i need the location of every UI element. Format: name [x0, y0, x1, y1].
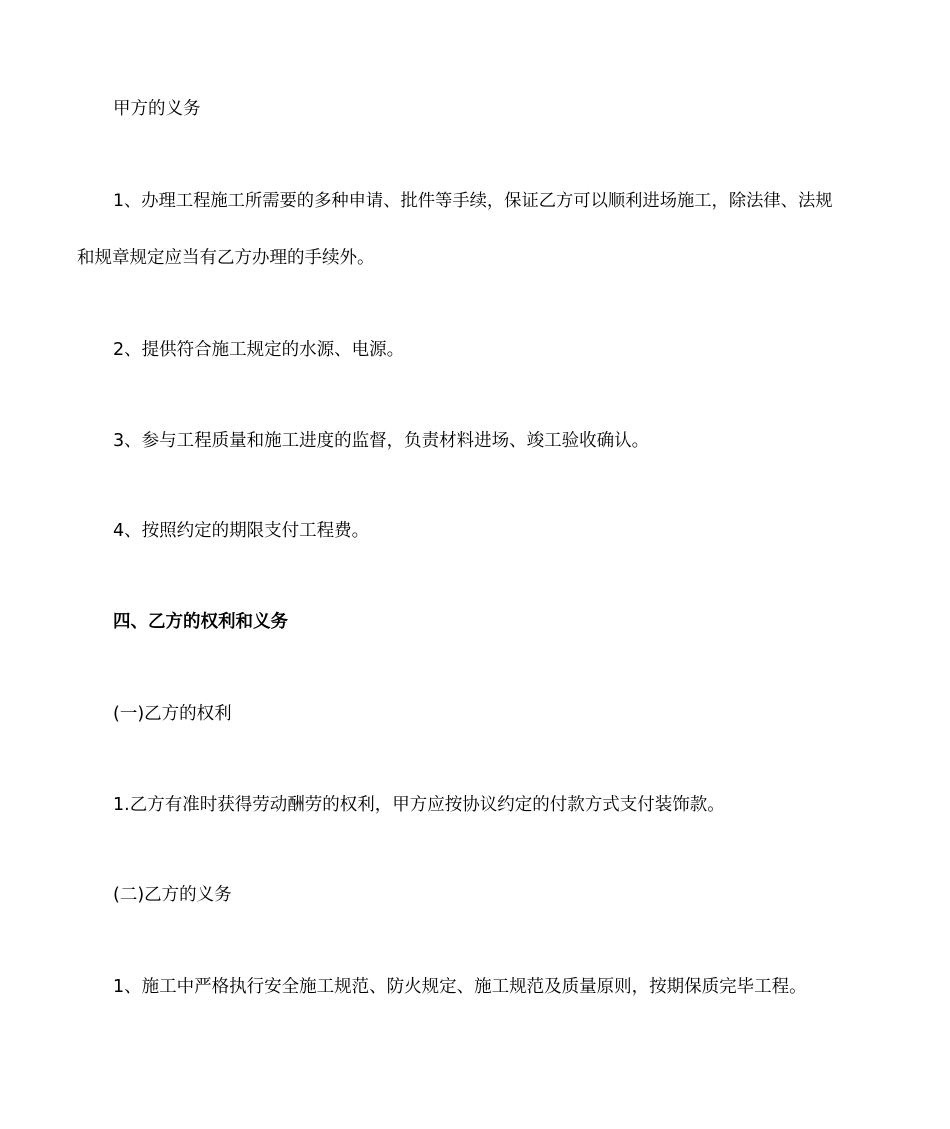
- heading-party-a-obligations: 甲方的义务: [113, 99, 201, 119]
- paragraph-item-4: 4、按照约定的期限支付工程费。: [113, 521, 370, 541]
- paragraph-item-1-line-2: 和规章规定应当有乙方办理的手续外。: [77, 248, 375, 268]
- paragraph-item-1-line-1: 1、办理工程施工所需要的多种申请、批件等手续，保证乙方可以顺利进场施工，除法律、法规: [113, 191, 833, 211]
- subheading-party-b-obligations: (二)乙方的义务: [113, 885, 232, 905]
- paragraph-rights-item-1: 1.乙方有准时获得劳动酬劳的权利，甲方应按协议约定的付款方式支付装饰款。: [113, 795, 725, 815]
- section-heading-party-b-rights-obligations: 四、乙方的权利和义务: [113, 612, 288, 632]
- paragraph-obligations-item-1: 1、施工中严格执行安全施工规范、防火规定、施工规范及质量原则，按期保质完毕工程。: [113, 977, 807, 997]
- subheading-party-b-rights: (一)乙方的权利: [113, 704, 232, 724]
- paragraph-item-2: 2、提供符合施工规定的水源、电源。: [113, 340, 405, 360]
- paragraph-item-3: 3、参与工程质量和施工进度的监督，负责材料进场、竣工验收确认。: [113, 431, 650, 451]
